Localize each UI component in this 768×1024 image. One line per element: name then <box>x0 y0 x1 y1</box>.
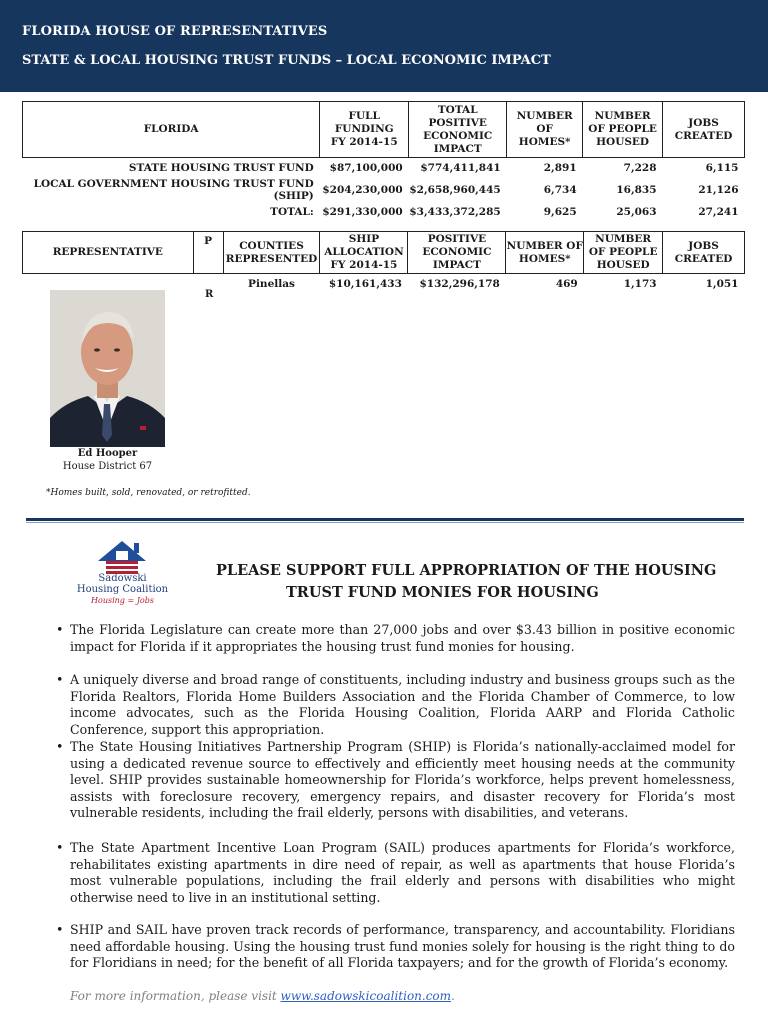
header-banner <box>0 0 768 92</box>
cell-homes: 9,625 <box>543 205 577 218</box>
cell-homes: 2,891 <box>543 161 577 174</box>
cell-allocation: $10,161,433 <box>328 277 402 290</box>
more-info <box>70 989 455 1003</box>
list-item: • SHIP and SAIL have proven track records of performance, transparency, and accountability. Floridians need affordable housing. Using the housing trust fund monies solely for housing is the right thing to do for Floridians in need; for the benefit of all Florida taxpayers; and for the growth of Florida’s economy. <box>56 922 735 971</box>
cell-jobs: 6,115 <box>705 161 739 174</box>
cell-people: 16,835 <box>616 183 657 196</box>
state-summary-table <box>22 101 745 222</box>
party-value: R <box>205 289 214 300</box>
list-item: • The State Apartment Incentive Loan Program (SAIL) produces apartments for Florida’s workforce, rehabilitates existing apartments in dire need of repair, as well as apartments that house Florida’s most vulnerable populations, including the frail elderly and persons with disabilities who might otherwise need to live in an institutional setting. <box>56 840 735 905</box>
col-header-florida: FLORIDA <box>23 102 320 158</box>
logo-text-coalition: Housing Coalition <box>76 584 169 595</box>
cell-people: 7,228 <box>623 161 657 174</box>
list-item: • The State Housing Initiatives Partnership Program (SHIP) is Florida’s nationally-acclaimed model for using a dedicated revenue source to effectively and efficiently meet housing needs at the community level. SHIP provides sustainable homeownership for Florida’s workforce, helps prevent homelessness, assists with foreclosure recovery, emergency repairs, and disaster recovery for Florida’s most vulnerable residents, including the frail elderly, persons with disabilities, and veterans. <box>56 739 735 821</box>
cell-jobs: 21,126 <box>698 183 739 196</box>
cell-people: 1,173 <box>623 277 657 290</box>
headline-line2: TRUST FUND MONIES FOR HOUSING <box>286 584 599 601</box>
representative-photo <box>50 290 165 447</box>
header-subtitle: STATE & LOCAL HOUSING TRUST FUNDS – LOCAL ECONOMIC IMPACT <box>22 53 551 68</box>
table-row <box>23 178 745 202</box>
cell-impact: $3,433,372,285 <box>409 205 501 218</box>
table-row-total <box>23 202 745 222</box>
table-row <box>23 158 745 178</box>
cell-homes: 469 <box>555 277 578 290</box>
col-header-homes: NUMBER OF HOMES* <box>507 102 583 158</box>
cell-funding: $204,230,000 <box>322 183 403 196</box>
col-header-ship-allocation: SHIP ALLOCATION FY 2014-15 <box>320 232 408 274</box>
header-title: FLORIDA HOUSE OF REPRESENTATIVES <box>22 24 328 39</box>
col-header-party: P <box>193 232 223 274</box>
col-header-full-funding: FULL FUNDING FY 2014-15 <box>320 102 409 158</box>
cell-impact: $132,296,178 <box>419 277 500 290</box>
col-header-positive-impact: POSITIVE ECONOMIC IMPACT <box>408 232 506 274</box>
col-header-people: NUMBER OF PEOPLE HOUSED <box>583 102 663 158</box>
headline-line1: PLEASE SUPPORT FULL APPROPRIATION OF THE HOUSING <box>216 562 717 579</box>
row-label: STATE HOUSING TRUST FUND <box>128 161 314 174</box>
list-item: • A uniquely diverse and broad range of constituents, including industry and business groups such as the Florida Realtors, Florida Home Builders Association and the Florida Chamber of Commerce, to low income advocates, such as the Florida Housing Coalition, Florida AARP and Florida Catholic Conference, support this appropriation. <box>56 672 735 737</box>
list-item: • The Florida Legislature can create more than 27,000 jobs and over $3.43 billion in positive economic impact for Florida if it appropriates the housing trust fund monies for housing. <box>56 622 735 654</box>
website-link[interactable]: www.sadowskicoalition.com <box>280 989 452 1003</box>
cell-jobs: 27,241 <box>698 205 739 218</box>
logo-tagline: Housing = Jobs <box>91 596 154 605</box>
col-header-representative: REPRESENTATIVE <box>23 232 194 274</box>
cell-jobs: 1,051 <box>705 277 739 290</box>
representative-name: Ed Hooper <box>77 448 138 459</box>
cell-impact: $2,658,960,445 <box>409 183 501 196</box>
col-header-jobs: JOBS CREATED <box>663 102 745 158</box>
cell-impact: $774,411,841 <box>420 161 501 174</box>
col-header-people: NUMBER OF PEOPLE HOUSED <box>584 232 663 274</box>
more-info-prefix: For more information, please visit <box>70 989 281 1003</box>
cell-county: Pinellas <box>248 277 295 290</box>
cell-funding: $291,330,000 <box>322 205 403 218</box>
section-divider-thin <box>26 522 744 523</box>
more-info-suffix: . <box>451 989 455 1003</box>
section-divider <box>26 518 744 521</box>
logo-text-sadowski: Sadowski <box>98 573 147 584</box>
representative-table <box>22 231 745 294</box>
col-header-total-impact: TOTAL POSITIVE ECONOMIC IMPACT <box>409 102 507 158</box>
col-header-counties: COUNTIES REPRESENTED <box>223 232 320 274</box>
row-label: TOTAL: <box>270 205 314 218</box>
cell-funding: $87,100,000 <box>329 161 403 174</box>
cell-people: 25,063 <box>616 205 657 218</box>
footnote: *Homes built, sold, renovated, or retrofitted. <box>46 488 251 498</box>
representative-district: House District 67 <box>62 461 153 472</box>
row-label: LOCAL GOVERNMENT HOUSING TRUST FUND (SHIP) <box>33 177 314 202</box>
col-header-homes: NUMBER OF HOMES* <box>506 232 584 274</box>
col-header-jobs: JOBS CREATED <box>663 232 745 274</box>
cell-homes: 6,734 <box>543 183 577 196</box>
